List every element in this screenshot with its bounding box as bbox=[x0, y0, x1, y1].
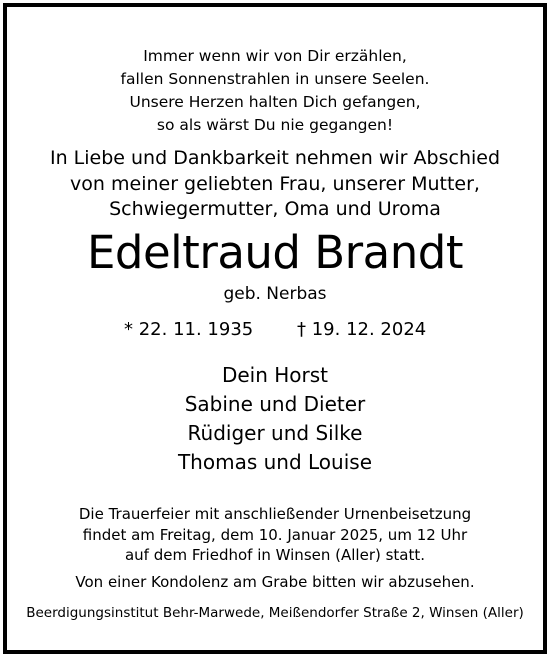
mourner: Rüdiger und Silke bbox=[187, 421, 363, 445]
intro-line: von meiner geliebten Frau, unserer Mutter, bbox=[70, 172, 480, 195]
poem-line: Unsere Herzen halten Dich gefangen, bbox=[129, 93, 421, 111]
funeral-home: Beerdigungsinstitut Behr-Marwede, Meißendorfer Straße 2, Winsen (Aller) bbox=[26, 605, 524, 621]
memorial-poem bbox=[7, 45, 543, 137]
life-dates bbox=[7, 317, 543, 343]
condolence-request: Von einer Kondolenz am Grabe bitten wir abzusehen. bbox=[75, 573, 475, 591]
funeral-detail-line: findet am Freitag, dem 10. Januar 2025, um 12 Uhr bbox=[82, 525, 468, 544]
mourners-list bbox=[7, 361, 543, 477]
mourner: Sabine und Dieter bbox=[184, 392, 366, 416]
funeral-detail-line: auf dem Friedhof in Winsen (Aller) statt. bbox=[124, 546, 426, 564]
poem-line: Immer wenn wir von Dir erzählen, bbox=[143, 47, 407, 65]
death-date: † 19. 12. 2024 bbox=[297, 319, 427, 340]
poem-line: so als wärst Du nie gegangen! bbox=[156, 116, 394, 134]
maiden-name: geb. Nerbas bbox=[223, 284, 327, 304]
obituary-notice bbox=[3, 3, 547, 654]
farewell-intro bbox=[7, 146, 543, 223]
funeral-details bbox=[7, 504, 543, 566]
mourner: Dein Horst bbox=[221, 363, 329, 387]
funeral-detail-line: Die Trauerfeier mit anschließender Urnenbeisetzung bbox=[78, 505, 472, 523]
intro-line: Schwiegermutter, Oma und Uroma bbox=[109, 198, 441, 220]
intro-line: In Liebe und Dankbarkeit nehmen wir Abschied bbox=[49, 147, 501, 169]
birth-date: * 22. 11. 1935 bbox=[124, 319, 254, 340]
mourner: Thomas und Louise bbox=[177, 450, 373, 474]
deceased-name: Edeltraud Brandt bbox=[87, 226, 463, 279]
poem-line: fallen Sonnenstrahlen in unsere Seelen. bbox=[120, 70, 430, 88]
